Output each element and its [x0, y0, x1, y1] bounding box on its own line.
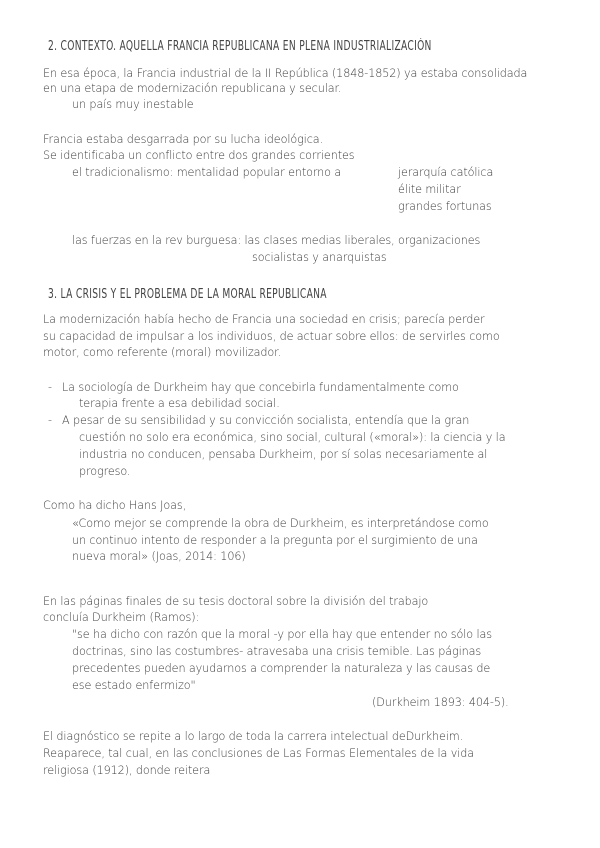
- quote-line: precedentes pueden ayudarnos a comprender la naturaleza y las causas de: [72, 662, 491, 675]
- citation: (Durkheim 1893: 404-5).: [372, 696, 509, 709]
- paragraph-line: motor, como referente (moral) movilizador.: [43, 346, 282, 359]
- paragraph-line: Como ha dicho Hans Joas,: [43, 499, 187, 512]
- paragraph-line: El diagnóstico se repite a lo largo de toda la carrera intelectual deDurkheim.: [43, 730, 464, 743]
- bullet-line: La sociología de Durkheim hay que concebirla fundamentalmente como: [62, 381, 459, 394]
- paragraph-line: su capacidad de impulsar a los individuos, de actuar sobre ellos: de servirles como: [43, 330, 500, 343]
- indented-line: un país muy inestable: [72, 98, 194, 111]
- paragraph-line: religiosa (1912), donde reitera: [43, 764, 211, 777]
- bullet-line: A pesar de su sensibilidad y su convicción socialista, entendía que la gran: [62, 414, 470, 427]
- quote-line: un continuo intento de responder a la pregunta por el surgimiento de una: [72, 534, 478, 547]
- paragraph-line: Se identificaba un conflicto entre dos grandes corrientes: [43, 149, 355, 162]
- quote-line: nueva moral» (Joas, 2014: 106): [72, 550, 246, 563]
- indented-line: el tradicionalismo: mentalidad popular entorno a: [72, 166, 342, 179]
- bullet-dash: -: [48, 414, 52, 427]
- list-item: élite militar: [398, 183, 461, 196]
- paragraph-line: en una etapa de modernización republicana y secular.: [43, 82, 342, 95]
- quote-line: ese estado enfermizo": [72, 679, 196, 692]
- indented-line: las fuerzas en la rev burguesa: las clases medias liberales, organizaciones: [72, 234, 481, 247]
- section-heading-3: 3. LA CRISIS Y EL PROBLEMA DE LA MORAL REPUBLICANA: [48, 287, 327, 302]
- paragraph-line: concluía Durkheim (Ramos):: [43, 611, 200, 624]
- paragraph-line: En las páginas finales de su tesis doctoral sobre la división del trabajo: [43, 595, 429, 608]
- paragraph-line: Reaparece, tal cual, en las conclusiones de Las Formas Elementales de la vida: [43, 747, 475, 760]
- bullet-line: terapia frente a esa debilidad social.: [79, 397, 280, 410]
- quote-line: «Como mejor se comprende la obra de Durkheim, es interpretándose como: [72, 517, 489, 530]
- quote-line: "se ha dicho con razón que la moral -y por ella hay que entender no sólo las: [72, 628, 492, 641]
- list-item: grandes fortunas: [398, 200, 492, 213]
- section-heading-2: 2. CONTEXTO. AQUELLA FRANCIA REPUBLICANA EN PLENA INDUSTRIALIZACIÓN: [48, 39, 432, 54]
- bullet-line: industria no conducen, pensaba Durkheim, por sí solas necesariamente al: [79, 448, 488, 461]
- paragraph-line: La modernización había hecho de Francia una sociedad en crisis; parecía perder: [43, 313, 485, 326]
- bullet-line: cuestión no solo era económica, sino social, cultural («moral»): la ciencia y la: [79, 431, 506, 444]
- paragraph-line: En esa época, la Francia industrial de la II República (1848-1852) ya estaba consolidada: [43, 67, 528, 80]
- paragraph-line: Francia estaba desgarrada por su lucha ideológica.: [43, 133, 323, 146]
- indented-line: socialistas y anarquistas: [252, 251, 387, 264]
- bullet-dash: -: [48, 381, 52, 394]
- quote-line: doctrinas, sino las costumbres- atravesaba una crisis temible. Las páginas: [72, 645, 482, 658]
- bullet-line: progreso.: [79, 465, 131, 478]
- list-item: jerarquía católica: [398, 166, 494, 179]
